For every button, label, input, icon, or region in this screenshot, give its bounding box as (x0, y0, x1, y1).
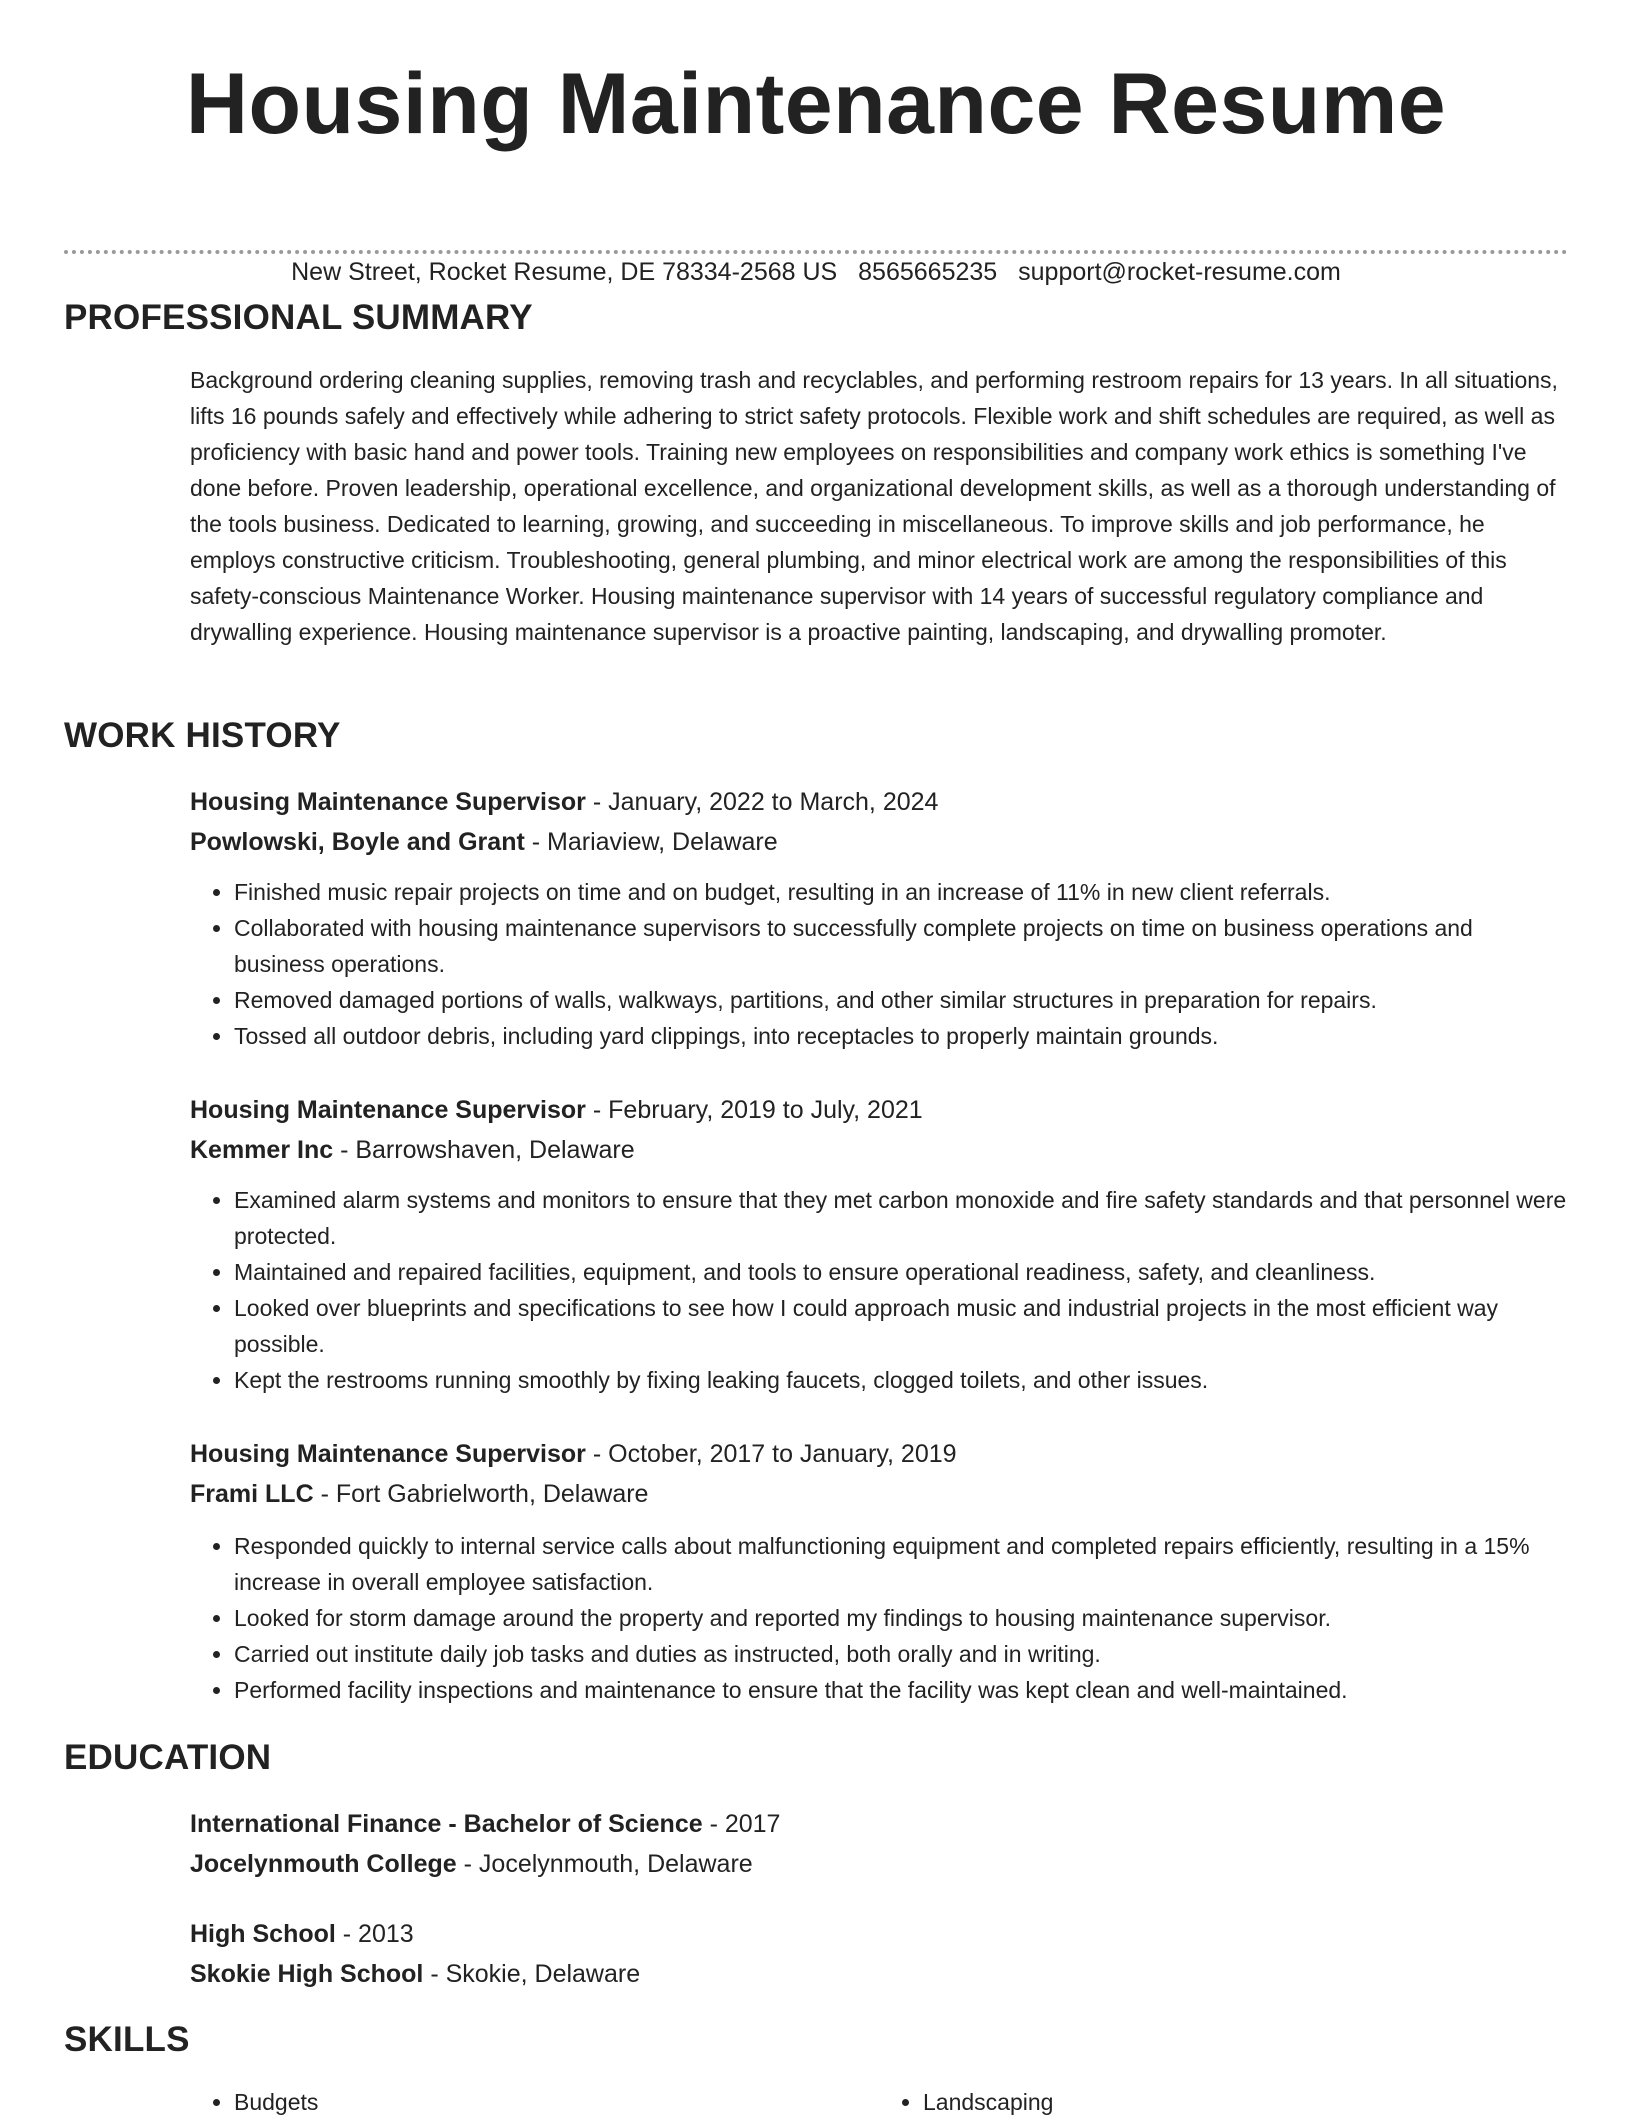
bullet-item: • Examined alarm systems and monitors to ensure that they met carbon monoxide and fire safety standards and that personnel were protected. (234, 1182, 1568, 1254)
bullet-item: • Tossed all outdoor debris, including yard clippings, into receptacles to properly maintain grounds. (234, 1018, 1568, 1054)
summary-heading: PROFESSIONAL SUMMARY (64, 298, 533, 337)
summary-text: Background ordering cleaning supplies, removing trash and recyclables, and performing restroom repairs for 13 years. In all situations, lifts 16 pounds safely and effectively while adhering to strict safety protocols. Flexible work and shift schedules are required, as well as proficiency with basic hand and power tools. Training new employees on responsibilities and company work ethics is something I've done before. Proven leadership, operational excellence, and organizational development skills, as well as a thorough understanding of the tools business. Dedicated to learning, growing, and succeeding in miscellaneous. To improve skills and job performance, he employs constructive criticism. Troubleshooting, general plumbing, and minor electrical work are among the responsibilities of this safety-conscious Maintenance Worker. Housing maintenance supervisor with 14 years of successful regulatory compliance and drywalling experience. Housing maintenance supervisor is a proactive painting, landscaping, and drywalling promoter. (190, 367, 1558, 645)
job-dates: - February, 2019 to July, 2021 (585, 1096, 923, 1124)
job-entry (190, 1090, 1568, 1398)
education-degree: International Finance - Bachelor of Science (190, 1810, 703, 1838)
job-title: Housing Maintenance Supervisor (190, 788, 586, 816)
resume-title: Housing Maintenance Resume (185, 56, 1447, 152)
job-bullets (190, 874, 1568, 1054)
education-school-line (190, 1954, 1568, 1994)
contact-phone: 8565665235 (858, 258, 998, 286)
education-year: - 2013 (335, 1920, 414, 1948)
job-location: - Fort Gabrielworth, Delaware (313, 1480, 649, 1508)
job-company-line (190, 1474, 1568, 1514)
bullet-item: • Removed damaged portions of walls, walkways, partitions, and other similar structures in preparation for repairs. (234, 982, 1568, 1018)
skill-item: • Landscaping (923, 2084, 1568, 2120)
contact-address: New Street, Rocket Resume, DE 78334-2568 US (291, 258, 838, 286)
job-company-line (190, 822, 1568, 862)
bullet-item: • Carried out institute daily job tasks and duties as instructed, both orally and in writing. (234, 1636, 1568, 1672)
skills-column-right (879, 2084, 1568, 2120)
header-divider (64, 250, 1568, 254)
skills-column-left (190, 2084, 879, 2120)
skill-item: • Budgets (234, 2084, 879, 2120)
job-location: - Barrowshaven, Delaware (333, 1136, 635, 1164)
education-entry (190, 1804, 1568, 1884)
education-year: - 2017 (702, 1810, 781, 1838)
skills-heading: SKILLS (64, 2020, 190, 2059)
education-school-line (190, 1844, 1568, 1884)
job-company: Kemmer Inc (190, 1136, 334, 1164)
skills-list (190, 2084, 1568, 2120)
bullet-item: • Kept the restrooms running smoothly by fixing leaking faucets, clogged toilets, and other issues. (234, 1362, 1568, 1398)
job-bullets (190, 1528, 1568, 1708)
education-location: - Jocelynmouth, Delaware (456, 1850, 753, 1878)
job-location: - Mariaview, Delaware (524, 828, 778, 856)
bullet-item: • Maintained and repaired facilities, equipment, and tools to ensure operational readiness, safety, and cleanliness. (234, 1254, 1568, 1290)
bullet-item: • Performed facility inspections and maintenance to ensure that the facility was kept clean and well-maintained. (234, 1672, 1568, 1708)
job-entry (190, 782, 1568, 1054)
job-company-line (190, 1130, 1568, 1170)
bullet-item: • Responded quickly to internal service calls about malfunctioning equipment and completed repairs efficiently, resulting in a 15% increase in overall employee satisfaction. (234, 1528, 1568, 1600)
job-company: Frami LLC (190, 1480, 314, 1508)
contact-email: support@rocket-resume.com (1018, 258, 1341, 286)
education-heading: EDUCATION (64, 1738, 272, 1777)
job-dates: - October, 2017 to January, 2019 (585, 1440, 957, 1468)
bullet-item: • Looked for storm damage around the property and reported my findings to housing maintenance supervisor. (234, 1600, 1568, 1636)
bullet-item: • Finished music repair projects on time and on budget, resulting in an increase of 11% in new client referrals. (234, 874, 1568, 910)
education-entry (190, 1914, 1568, 1994)
job-title-line (190, 782, 1568, 822)
resume-page (64, 0, 1568, 2115)
job-title-line (190, 1090, 1568, 1130)
job-title-line (190, 1434, 1568, 1474)
job-dates: - January, 2022 to March, 2024 (585, 788, 939, 816)
education-location: - Skokie, Delaware (423, 1960, 641, 1988)
education-school: Skokie High School (190, 1960, 424, 1988)
job-entry (190, 1434, 1568, 1708)
contact-line (64, 254, 1568, 290)
job-title: Housing Maintenance Supervisor (190, 1096, 586, 1124)
education-degree: High School (190, 1920, 336, 1948)
job-bullets (190, 1182, 1568, 1398)
education-degree-line (190, 1914, 1568, 1954)
education-degree-line (190, 1804, 1568, 1844)
education-school: Jocelynmouth College (190, 1850, 457, 1878)
job-company: Powlowski, Boyle and Grant (190, 828, 525, 856)
work-history-heading: WORK HISTORY (64, 716, 341, 755)
bullet-item: • Collaborated with housing maintenance supervisors to successfully complete projects on time on business operations and business operations. (234, 910, 1568, 982)
job-title: Housing Maintenance Supervisor (190, 1440, 586, 1468)
bullet-item: • Looked over blueprints and specifications to see how I could approach music and industrial projects in the most efficient way possible. (234, 1290, 1568, 1362)
